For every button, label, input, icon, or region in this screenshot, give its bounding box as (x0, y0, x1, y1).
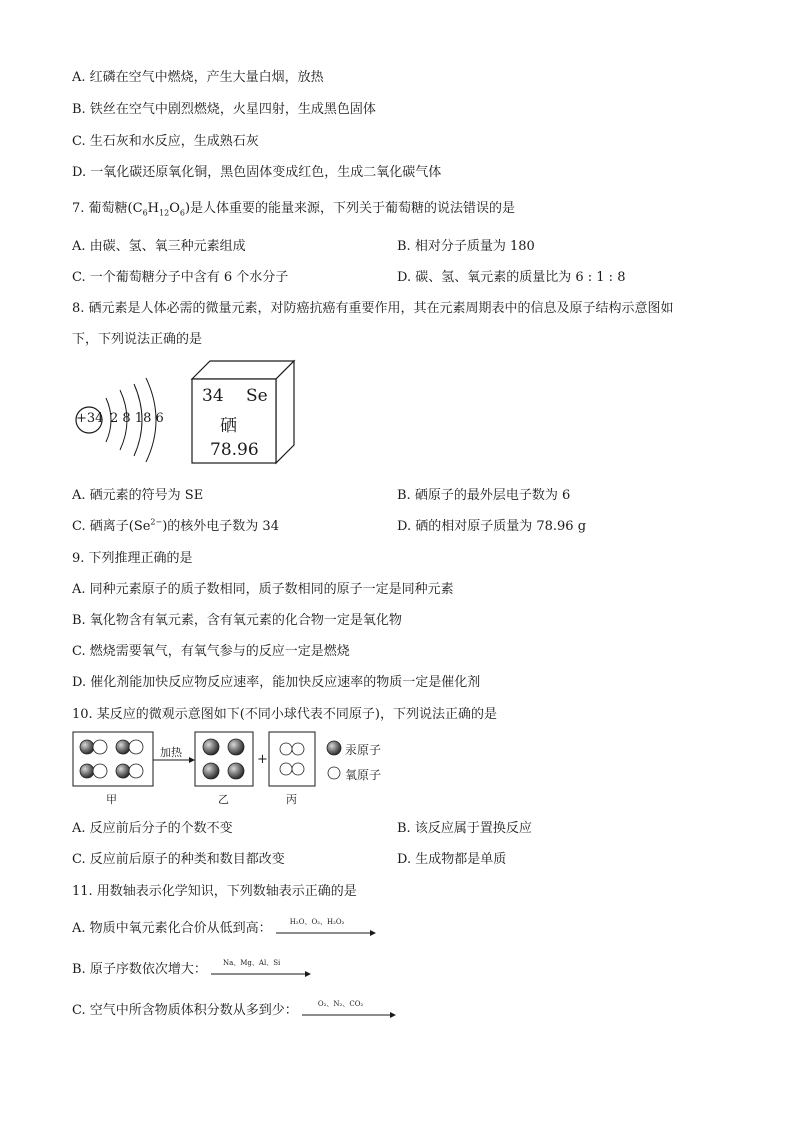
q10-option-c: C. 反应前后原子的种类和数目都改变 (72, 852, 285, 867)
q11-option-a: A. 物质中氧元素化合价从低到高： H₂O、O₂、H₂O₂ (72, 917, 376, 936)
element-atomic-mass: 78.96 (210, 440, 259, 460)
q9-option-b: B. 氧化物含有氧元素，含有氧元素的化合物一定是氧化物 (72, 613, 402, 628)
q6-option-a: A. 红磷在空气中燃烧，产生大量白烟，放热 (72, 70, 324, 85)
axis-c-label: O₂、N₂、CO₂ (317, 999, 364, 1008)
q7-option-d: D. 碳、氢、氧元素的质量比为 6 : 1 : 8 (397, 270, 626, 285)
q9-stem: 9. 下列推理正确的是 (72, 551, 193, 566)
q10-option-d: D. 生成物都是单质 (397, 852, 507, 867)
q7-stem: 7. 葡萄糖$(C_6H_{12}O_6)$是人体重要的能量来源，下列关于葡萄糖的说法错误的是 (72, 201, 516, 218)
q7-option-c: C. 一个葡萄糖分子中含有 6 个水分子 (72, 270, 289, 285)
number-axis-c (302, 999, 396, 1018)
q8-stem-line2: 下，下列说法正确的是 (72, 332, 203, 347)
q10-option-b: B. 该反应属于置换反应 (397, 821, 532, 836)
legend-marks (325, 740, 345, 782)
q6-option-d: D. 一氧化碳还原氧化铜，黑色固体变成红色，生成二氧化碳气体 (72, 165, 442, 180)
q10-stem: 10. 某反应的微观示意图如下(不同小球代表不同原子)，下列说法正确的是 (72, 707, 497, 722)
element-atomic-number: 34 (202, 386, 224, 406)
q8-stem-line1: 8. 硒元素是人体必需的微量元素，对防癌抗癌有重要作用，其在元素周期表中的信息及原子结构示意图如 (72, 301, 674, 316)
arrow-label: 加热 (160, 746, 182, 759)
label-bing: 丙 (286, 793, 297, 806)
legend-o: 氧原子 (345, 768, 382, 782)
q11-stem: 11. 用数轴表示化学知识，下列数轴表示正确的是 (72, 884, 357, 899)
box-bing (269, 732, 315, 786)
q8-option-a: A. 硒元素的符号为 SE (72, 488, 204, 503)
q11-option-b: B. 原子序数依次增大： Na、Mg、Al、Si (72, 958, 311, 977)
axis-b-label: Na、Mg、Al、Si (222, 958, 281, 967)
electron-shells: 2 8 18 6 (110, 411, 164, 426)
q6-option-c: C. 生石灰和水反应，生成熟石灰 (72, 134, 259, 149)
element-symbol: Se (246, 386, 268, 406)
axis-a-label: H₂O、O₂、H₂O₂ (289, 917, 345, 926)
q8-option-d: D. 硒的相对原子质量为 78.96 g (397, 519, 587, 534)
label-yi: 乙 (218, 793, 229, 806)
number-axis-a (276, 917, 376, 936)
q9-option-d: D. 催化剂能加快反应物反应速率，能加快反应速率的物质一定是催化剂 (72, 675, 481, 690)
q10-option-a: A. 反应前后分子的个数不变 (72, 821, 233, 836)
q9-option-a: A. 同种元素原子的质子数相同，质子数相同的原子一定是同种元素 (72, 582, 454, 597)
reaction-diagram (72, 730, 332, 790)
q7-option-b: B. 相对分子质量为 180 (397, 239, 535, 254)
q11-option-c: C. 空气中所含物质体积分数从多到少： O₂、N₂、CO₂ (72, 999, 396, 1018)
q8-option-b: B. 硒原子的最外层电子数为 6 (397, 488, 571, 503)
element-name: 硒 (220, 416, 237, 436)
q6-option-b: B. 铁丝在空气中剧烈燃烧，火星四射，生成黑色固体 (72, 102, 376, 117)
box-yi (195, 732, 253, 786)
nucleus-charge: +34 (76, 411, 104, 426)
label-jia: 甲 (106, 793, 117, 806)
q8-option-c: C. 硒离子$(Se^{2-})$的核外电子数为 34 (72, 517, 279, 534)
q7-option-a: A. 由碳、氢、氧三种元素组成 (72, 239, 246, 254)
plus-sign: + (257, 752, 268, 767)
q9-option-c: C. 燃烧需要氧气，有氧气参与的反应一定是燃烧 (72, 644, 350, 659)
legend-hg: 汞原子 (345, 743, 382, 757)
number-axis-b (211, 958, 311, 977)
